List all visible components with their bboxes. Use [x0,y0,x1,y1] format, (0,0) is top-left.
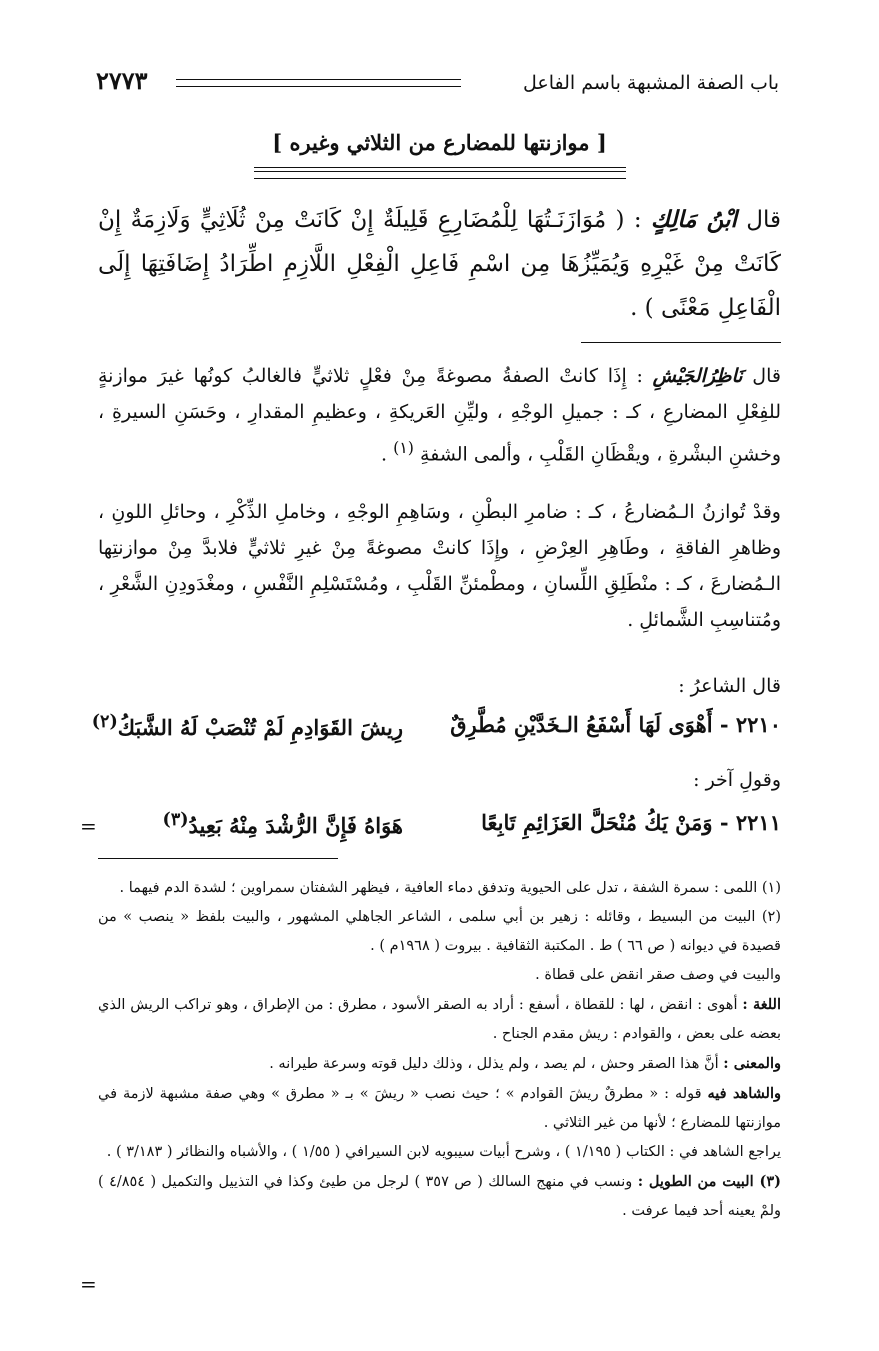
section-title: [ موازنتها للمضارع من الثلاثي وغيره ] [272,130,607,155]
verse-number: ٢٢١٠ - [719,712,781,737]
footnote-2-note: والبيت في وصف صقر انقض على قطاة . [535,967,781,983]
footnote-3-label: (٣) البيت من الطويل : [637,1173,781,1190]
meaning-text: أنَّ هذا الصقر وحش ، لم يصد ، ولم يذلل ، وذلك دليل قوته وسرعة طيرانه . [269,1056,719,1072]
verse-first-hemistich [481,810,781,835]
quote-text: : ( مُوَازَنَـتُهَا لِلْمُضَارِعِ قَلِيلَةٌ إِنْ كَانَتْ مِنْ ثُلَاثِيٍّ وَلَازِمَةٌ إِنْ كَانَتْ مِنْ غَيْرِهِ وَيُمَيِّزُهَا مِن اسْمِ فَاعِلِ الْفِعْلِ اللَّازِمِ اطِّرَادُ إِضَافَتِهَا إِلَى الْفَاعِلِ مَعْنًى ) . [98,207,781,321]
evidence-text: قوله : « مطرقٌ ريشَ القوادم » ؛ حيث نصب « ريشَ » بـ « مطرق » وهي صفة مشبهة لازمة في موازنتها للمضارع ؛ لأنها من غير الثلاثي . [98,1086,781,1131]
evidence-label: والشاهد فيه [707,1085,782,1102]
footnote-ref-3: (٣) [162,810,189,830]
chapter-title: باب الصفة المشبهة باسم الفاعل [523,72,779,94]
footnote-3-text: ونسب في منهج السالك ( ص ٣٥٧ ) لرجل من طيئ وكذا في التذييل والتكميل ( ٤/٨٥٤ ) ولمْ يعينه أحد فيما عرفت . [98,1174,781,1219]
verse-first-hemistich [450,712,781,737]
verse-2210 [91,712,781,748]
verse-second-hemistich [92,712,403,740]
footnote-ref-2: (٢) [91,712,118,732]
ibn-malik-paragraph [98,198,781,330]
verse-b-text: رِيشَ القَوَادِمِ لَمْ تُنْصَبْ لَهُ الشَّبَكُ [117,715,403,740]
verse-2211 [98,810,781,846]
footnote-separator [98,858,338,859]
language-text: أهوى : انقض ، لها : للقطاة ، أسفع : أراد به الصقر الأسود ، مطرق : من الإطراق ، وهو تراكب الريش الذي بعضه على بعض ، والقوادم : ريش مقدم الجناح . [98,997,781,1042]
section-underline [254,167,626,179]
sentence-end: . [380,443,388,466]
quote-lead: قال [752,365,781,387]
author-name-nazir-aljaysh: نَاظِرُالجَيْشِ [652,365,743,387]
meaning-label: والمعنى : [723,1055,781,1072]
nazir-aljaysh-paragraph [98,358,781,472]
footnote-2-language [98,990,781,1049]
footnotes [98,874,781,1226]
language-label: اللغة : [742,996,782,1013]
page-header [96,66,779,106]
continuation-mark: = [80,814,97,838]
verse-number: ٢٢١١ - [719,810,781,835]
verse-b-text: هَوَاهُ فَإِنَّ الرُّشْدَ مِنْهُ بَعِيدُ [188,813,403,838]
footnote-2-evidence [98,1079,781,1138]
footnote-continuation-mark: = [80,1272,97,1296]
verse-second-hemistich [163,810,403,838]
quote-lead: قال [746,207,781,233]
divider-rule [581,342,781,343]
footnote-2-references: يراجع الشاهد في : الكتاب ( ١/١٩٥ ) ، وشرح أبيات سيبويه لابن السيرافي ( ١/٥٥ ) ، والأشباه والنظائر ( ٣/١٨٣ ) . [106,1144,781,1160]
footnote-1: (١) اللمى : سمرة الشفة ، تدل على الحيوية وتدفق دماء العافية ، فيظهر الشفتان سمراوين ؛ لشدة الدم فيهما . [119,880,781,896]
header-rule [176,79,461,87]
page-number: ٢٧٧٣ [96,66,148,95]
verse-a-text: أَهْوَى لَهَا أَسْفَعُ الـخَدَّيْنِ مُطَّرِقٌ [450,712,713,737]
author-name-ibn-malik: ابْنُ مَالِكٍ [650,206,737,233]
section-heading [0,130,879,179]
verse-a-text: وَمَنْ يَكُ مُنْحَلَّ العَزَائِمِ تَابِعًا [481,810,713,835]
commentary-text: : إِذَا كانتْ الصفةُ مصوغةً مِنْ فعْلٍ ثلاثيٍّ فالغالبُ كونُها غيرَ موازنةٍ للفِعْلِ المضارعِ ، كـ : جميلِ الوجْهِ ، وليِّنِ العَريكةِ ، وعظيمِ المقدارِ ، وحَسَنِ السيرةِ ، وخشنِ البشْرةِ ، ويقْظَانِ القَلْبِ ، وألمى الشفةِ [98,365,781,466]
footnote-3 [98,1167,781,1226]
footnote-2: (٢) البيت من البسيط ، وقائله : زهير بن أبي سلمى ، الشاعر الجاهلي المشهور ، والبيت بلفظ « ينصب » من قصيدة في ديوانه ( ص ٦٦ ) ط . المكتبة الثقافية . بيروت ( ١٩٦٨م ) . [98,909,781,954]
second-poet-intro: وقولِ آخر : [693,769,781,791]
footnote-2-meaning [98,1049,781,1079]
poet-intro: قال الشاعرُ : [678,675,781,697]
commentary-paragraph-2: وقدْ تُوازنُ الـمُضارعُ ، كـ : ضامرِ البطْنِ ، وسَاهِمِ الوجْهِ ، وخاملِ الذِّكْرِ ، وحائلِ اللونِ ، وظاهرِ الفاقةِ ، وطَاهِرِ العِرْضِ ، وإِذَا كانتْ مصوغةً مِنْ غيرِ ثلاثيٍّ فلابدَّ مِنْ موازنتِها الـمُضارعَ ، كـ : منْطَلِقِ اللِّسانِ ، ومطْمئنِّ القَلْبِ ، ومُسْتَسْلِمِ النَّفْسِ ، ومغْدَودِنِ الشَّعْرِ ، ومُتناسِبِ الشَّمائلِ . [98,501,781,631]
footnote-ref-1: (١) [393,438,414,457]
